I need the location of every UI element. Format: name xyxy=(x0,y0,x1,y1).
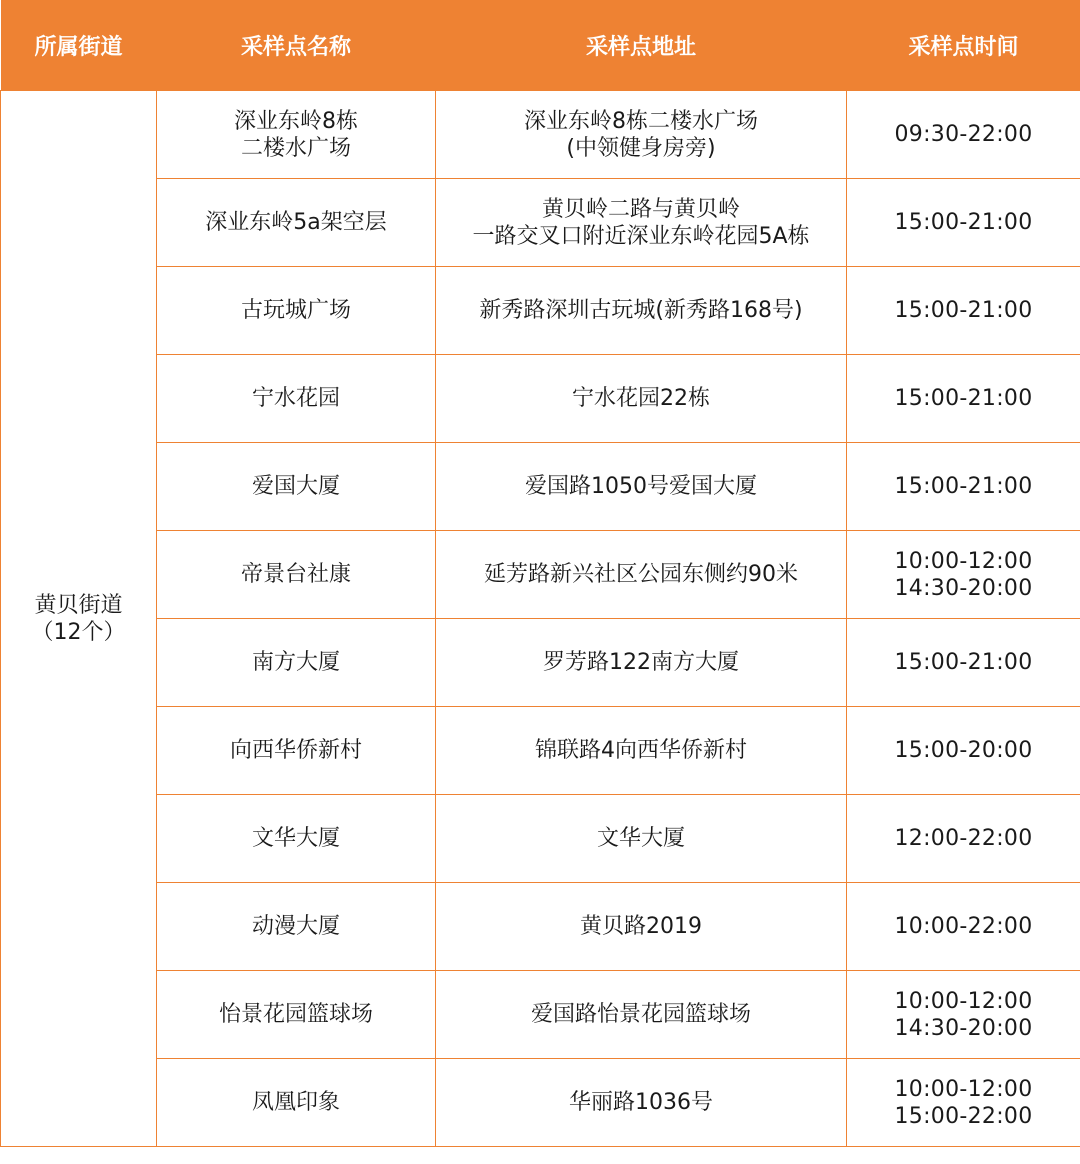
site-name-cell: 文华大厦 xyxy=(157,795,436,883)
site-time-cell: 15:00-21:00 xyxy=(847,619,1080,707)
site-name-cell: 帝景台社康 xyxy=(157,531,436,619)
table-row xyxy=(1,707,1080,795)
district-cell: 黄贝街道 （12个） xyxy=(1,91,157,1147)
site-address-cell: 爱国路怡景花园篮球场 xyxy=(436,971,847,1059)
site-name-cell: 向西华侨新村 xyxy=(157,707,436,795)
site-name-cell: 深业东岭5a架空层 xyxy=(157,179,436,267)
site-time-cell: 10:00-12:00 15:00-22:00 xyxy=(847,1059,1080,1147)
table-row xyxy=(1,795,1080,883)
site-name-cell: 南方大厦 xyxy=(157,619,436,707)
site-address-cell: 锦联路4向西华侨新村 xyxy=(436,707,847,795)
site-address-cell: 新秀路深圳古玩城(新秀路168号) xyxy=(436,267,847,355)
table-row xyxy=(1,443,1080,531)
site-time-cell: 09:30-22:00 xyxy=(847,91,1080,179)
site-address-cell: 黄贝路2019 xyxy=(436,883,847,971)
site-address-cell: 宁水花园22栋 xyxy=(436,355,847,443)
site-time-cell: 10:00-12:00 14:30-20:00 xyxy=(847,531,1080,619)
site-time-cell: 15:00-21:00 xyxy=(847,443,1080,531)
site-address-cell: 黄贝岭二路与黄贝岭 一路交叉口附近深业东岭花园5A栋 xyxy=(436,179,847,267)
site-time-cell: 15:00-21:00 xyxy=(847,179,1080,267)
header-site-address: 采样点地址 xyxy=(436,0,847,91)
table-row xyxy=(1,619,1080,707)
table-body xyxy=(1,91,1080,1147)
header-site-time: 采样点时间 xyxy=(847,0,1080,91)
header-district: 所属街道 xyxy=(1,0,157,91)
site-name-cell: 深业东岭8栋 二楼水广场 xyxy=(157,91,436,179)
site-time-cell: 15:00-21:00 xyxy=(847,267,1080,355)
header-row xyxy=(1,0,1080,91)
site-name-cell: 古玩城广场 xyxy=(157,267,436,355)
table-row xyxy=(1,355,1080,443)
header-site-name: 采样点名称 xyxy=(157,0,436,91)
site-name-cell: 爱国大厦 xyxy=(157,443,436,531)
site-address-cell: 华丽路1036号 xyxy=(436,1059,847,1147)
site-name-cell: 怡景花园篮球场 xyxy=(157,971,436,1059)
table-row xyxy=(1,267,1080,355)
site-address-cell: 文华大厦 xyxy=(436,795,847,883)
table-row xyxy=(1,91,1080,179)
table-header xyxy=(1,0,1080,91)
site-name-cell: 动漫大厦 xyxy=(157,883,436,971)
site-time-cell: 10:00-22:00 xyxy=(847,883,1080,971)
site-name-cell: 宁水花园 xyxy=(157,355,436,443)
site-time-cell: 10:00-12:00 14:30-20:00 xyxy=(847,971,1080,1059)
table-row xyxy=(1,531,1080,619)
site-time-cell: 15:00-21:00 xyxy=(847,355,1080,443)
site-name-cell: 凤凰印象 xyxy=(157,1059,436,1147)
table-row xyxy=(1,883,1080,971)
site-address-cell: 罗芳路122南方大厦 xyxy=(436,619,847,707)
table-row xyxy=(1,971,1080,1059)
site-address-cell: 深业东岭8栋二楼水广场 (中领健身房旁) xyxy=(436,91,847,179)
site-address-cell: 爱国路1050号爱国大厦 xyxy=(436,443,847,531)
site-time-cell: 12:00-22:00 xyxy=(847,795,1080,883)
table-row xyxy=(1,179,1080,267)
site-time-cell: 15:00-20:00 xyxy=(847,707,1080,795)
table-row xyxy=(1,1059,1080,1147)
site-address-cell: 延芳路新兴社区公园东侧约90米 xyxy=(436,531,847,619)
